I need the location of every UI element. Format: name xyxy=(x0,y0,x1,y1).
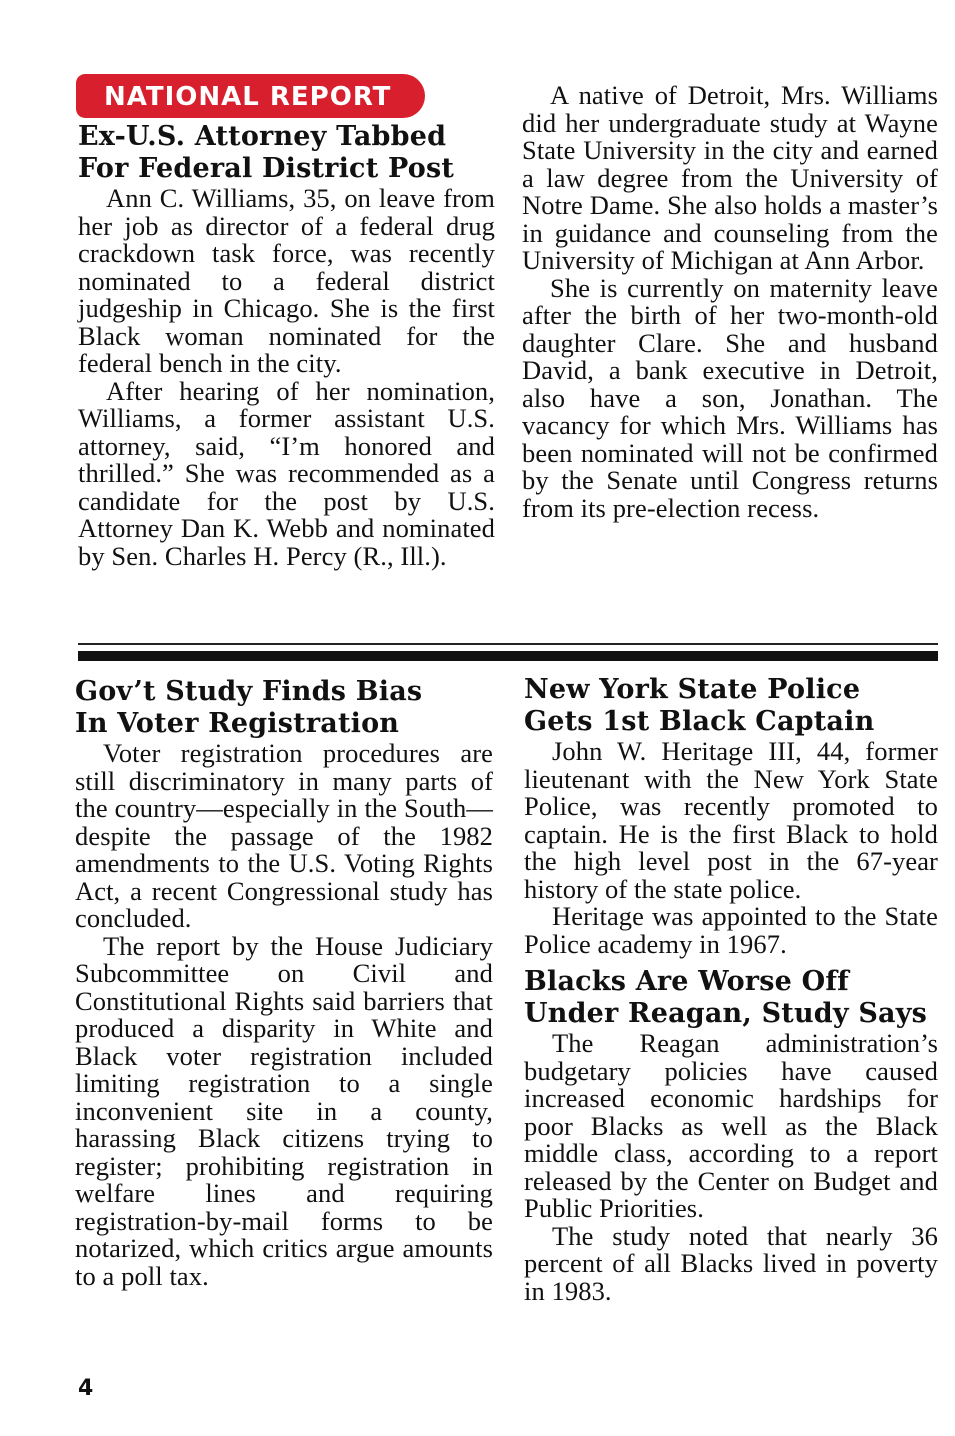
headline-line: New York State Police xyxy=(524,674,861,705)
headline-line: In Voter Registration xyxy=(75,708,400,739)
column-right-top xyxy=(522,82,938,522)
article-paragraph: The study noted that nearly 36 percent of all Blacks lived in poverty in 1983. xyxy=(524,1220,938,1306)
column-left-top xyxy=(78,74,495,570)
headline-state-police xyxy=(524,674,938,738)
article-paragraph: A native of Detroit, Mrs. Williams did her undergraduate study at Wayne State University in the city and earned a law degree from the University of Notre Dame. She also holds a master’s in guidance and counseling from the University of Michigan at Ann Arbor. xyxy=(522,80,938,275)
headline-line: Gets 1st Black Captain xyxy=(524,706,875,737)
divider-thin xyxy=(78,643,938,645)
article-paragraph: After hearing of her nomination, Williams, a former assistant U.S. attorney, said, “I’m honored and thrilled.” She was recommended as a candidate for the post by U.S. Attorney Dan K. Webb and nominated by Sen. Charles H. Percy (R., Ill.). xyxy=(78,375,495,571)
divider-thick xyxy=(78,651,938,661)
headline-reagan-study xyxy=(524,966,938,1030)
headline-line: For Federal District Post xyxy=(78,153,455,184)
headline-line: Ex-U.S. Attorney Tabbed xyxy=(78,121,447,152)
headline-line: Gov’t Study Finds Bias xyxy=(75,676,423,707)
headline-line: Under Reagan, Study Says xyxy=(524,998,928,1029)
headline-line: Blacks Are Worse Off xyxy=(524,966,849,997)
page-number: 4 xyxy=(78,1376,94,1401)
article-paragraph: John W. Heritage III, 44, former lieutenant with the New York State Police, was recently promoted to captain. He is the first Black to hold the high level post in the 67-year history of the state police. xyxy=(524,736,938,904)
column-left-bottom xyxy=(75,676,493,1290)
headline-voter-registration xyxy=(75,676,493,740)
article-paragraph: Heritage was appointed to the State Police academy in 1967. xyxy=(524,901,938,959)
article-paragraph: The report by the House Judiciary Subcommittee on Civil and Constitutional Rights said barriers that produced a disparity in White and Black voter registration included limiting registration to a single inconvenient site in a county, harassing Black citizens trying to register; prohibiting registration in welfare lines and requiring registration-by-mail forms to be notarized, which critics argue amounts to a poll tax. xyxy=(75,930,493,1291)
article-paragraph: The Reagan administration’s budgetary policies have caused increased economic hardships for poor Blacks as well as the Black middle class, according to a report released by the Center on Budget and Public Priorities. xyxy=(524,1028,938,1223)
column-right-bottom xyxy=(524,674,938,1305)
headline-williams xyxy=(78,121,495,185)
article-paragraph: Ann C. Williams, 35, on leave from her job as director of a federal drug crackdown task force, was recently nominated to a federal district judgeship in Chicago. She is the first Black woman nominated for the federal bench in the city. xyxy=(78,183,495,378)
article-paragraph: She is currently on maternity leave after the birth of her two-month-old daughter Clare. She and husband David, a bank executive in Detroit, also have a son, Jonathan. The vacancy for which Mrs. Williams has been nominated will not be confirmed by the Senate until Congress returns from its pre-election recess. xyxy=(522,272,938,523)
article-paragraph: Voter registration procedures are still discriminatory in many parts of the country—especially in the South—despite the passage of the 1982 amendments to the U.S. Voting Rights Act, a recent Congressional study has concluded. xyxy=(75,738,493,933)
section-banner: NATIONAL REPORT xyxy=(76,74,425,118)
